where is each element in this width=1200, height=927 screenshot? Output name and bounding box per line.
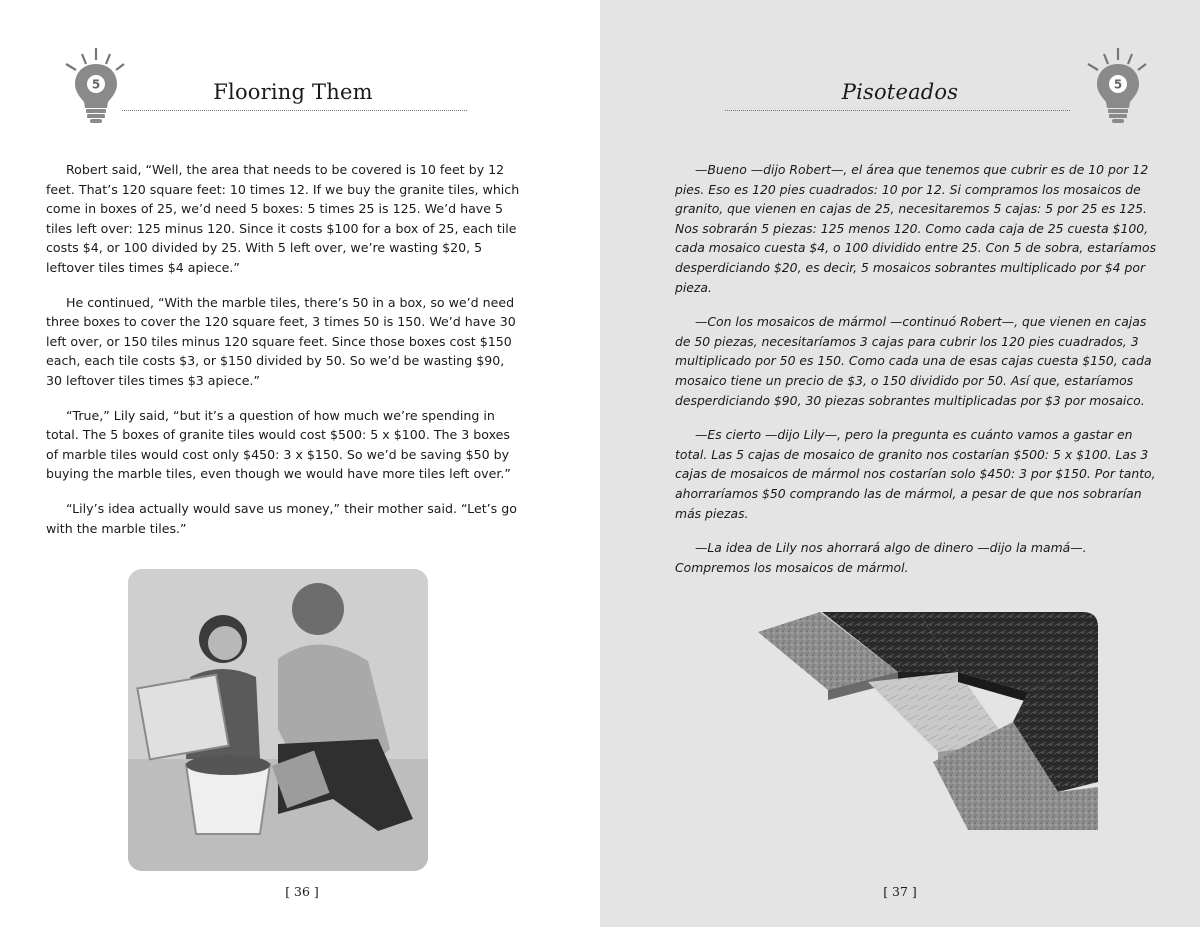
paragraph: He continued, “With the marble tiles, there’s 50 in a box, so we’d need three boxes to cover the 120 square feet, 3 times 50 is 150. We’d have 30 left over, or 150 tiles minus 120 square feet. Since those boxes cost $150 each, each tile costs $3, or $150 divided by 50. So we’d be wasting $90, 30 leftover tiles times $3 apiece.” bbox=[46, 294, 516, 388]
lightbulb-icon bbox=[60, 44, 130, 128]
story-text bbox=[46, 160, 524, 553]
lightbulb-icon bbox=[1082, 44, 1152, 128]
stone-tile-samples-photo bbox=[758, 612, 1098, 830]
page-number: [ 36 ] bbox=[285, 884, 319, 899]
father-daughter-tiling-photo bbox=[128, 569, 428, 871]
paragraph: Robert said, “Well, the area that needs to be covered is 10 feet by 12 feet. That’s 120 square feet: 10 times 12. If we buy the granite tiles, which come in boxes of 25, we’d need 5 boxes: 5 times 25 is 125. We’d have 5 tiles left over: 125 minus 120. Since it costs $100 for a box of 25, each tile costs $4, or 100 divided by 25. With 5 left over, we’re wasting $20, 5 leftover tiles times $4 apiece.” bbox=[46, 162, 520, 275]
paragraph: “Lily’s idea actually would save us money,” their mother said. “Let’s go with the marble tiles.” bbox=[46, 500, 517, 536]
chapter-number: 5 bbox=[1113, 77, 1123, 92]
chapter-title: Flooring Them bbox=[213, 80, 373, 104]
paragraph: —Bueno —dijo Robert—, el área que tenemos que cubrir es de 10 por 12 pies. Eso es 120 pies cuadrados: 10 por 12. Si compramos los mosaicos de granito, que vienen en cajas de 25, necesitaremos 5 cajas: 5 por 25 es 125. Nos sobrarán 5 piezas: 125 menos 120. Como cada caja de 25 cuesta $100, cada mosaico cuesta $4, o 100 dividido entre 25. Con 5 de sobra, estaríamos desperdiciando $20, es decir, 5 mosaicos sobrantes multiplicado por $4 por pieza. bbox=[675, 162, 1157, 295]
title-divider bbox=[725, 110, 1070, 111]
title-divider bbox=[122, 110, 467, 111]
paragraph: —Con los mosaicos de mármol —continuó Robert—, que vienen en cajas de 50 piezas, necesitaríamos 3 cajas para cubrir los 120 pies cuadrados, 3 multiplicado por 50 es 150. Como cada una de esas cajas cuesta $150, cada mosaico tiene un precio de $3, o 150 dividido por 50. Así que, estaríamos desperdiciando $90, 30 piezas sobrantes multiplicadas por $3 por mosaico. bbox=[675, 314, 1152, 408]
paragraph: —Es cierto —dijo Lily—, pero la pregunta es cuánto vamos a gastar en total. Las 5 cajas de mosaico de granito nos costarían $500: 5 x $100. Las 3 cajas de mosaicos de mármol nos costarían solo $450: 3 por $150. Por tanto, ahorraríamos $50 comprando las de mármol, a pesar de que nos sobrarían más piezas. bbox=[675, 427, 1156, 521]
story-text bbox=[675, 160, 1163, 592]
chapter-title: Pisoteados bbox=[841, 80, 959, 104]
paragraph: —La idea de Lily nos ahorrará algo de dinero —dijo la mamá—. Compremos los mosaicos de mármol. bbox=[675, 540, 1087, 575]
paragraph: “True,” Lily said, “but it’s a question of how much we’re spending in total. The 5 boxes of granite tiles would cost $500: 5 x $100. The 3 boxes of marble tiles would cost only $450: 3 x $150. So we’d be saving $50 by buying the marble tiles, even though we would have more tiles left over.” bbox=[46, 407, 511, 482]
chapter-number: 5 bbox=[91, 77, 101, 92]
page-number: [ 37 ] bbox=[883, 884, 917, 899]
